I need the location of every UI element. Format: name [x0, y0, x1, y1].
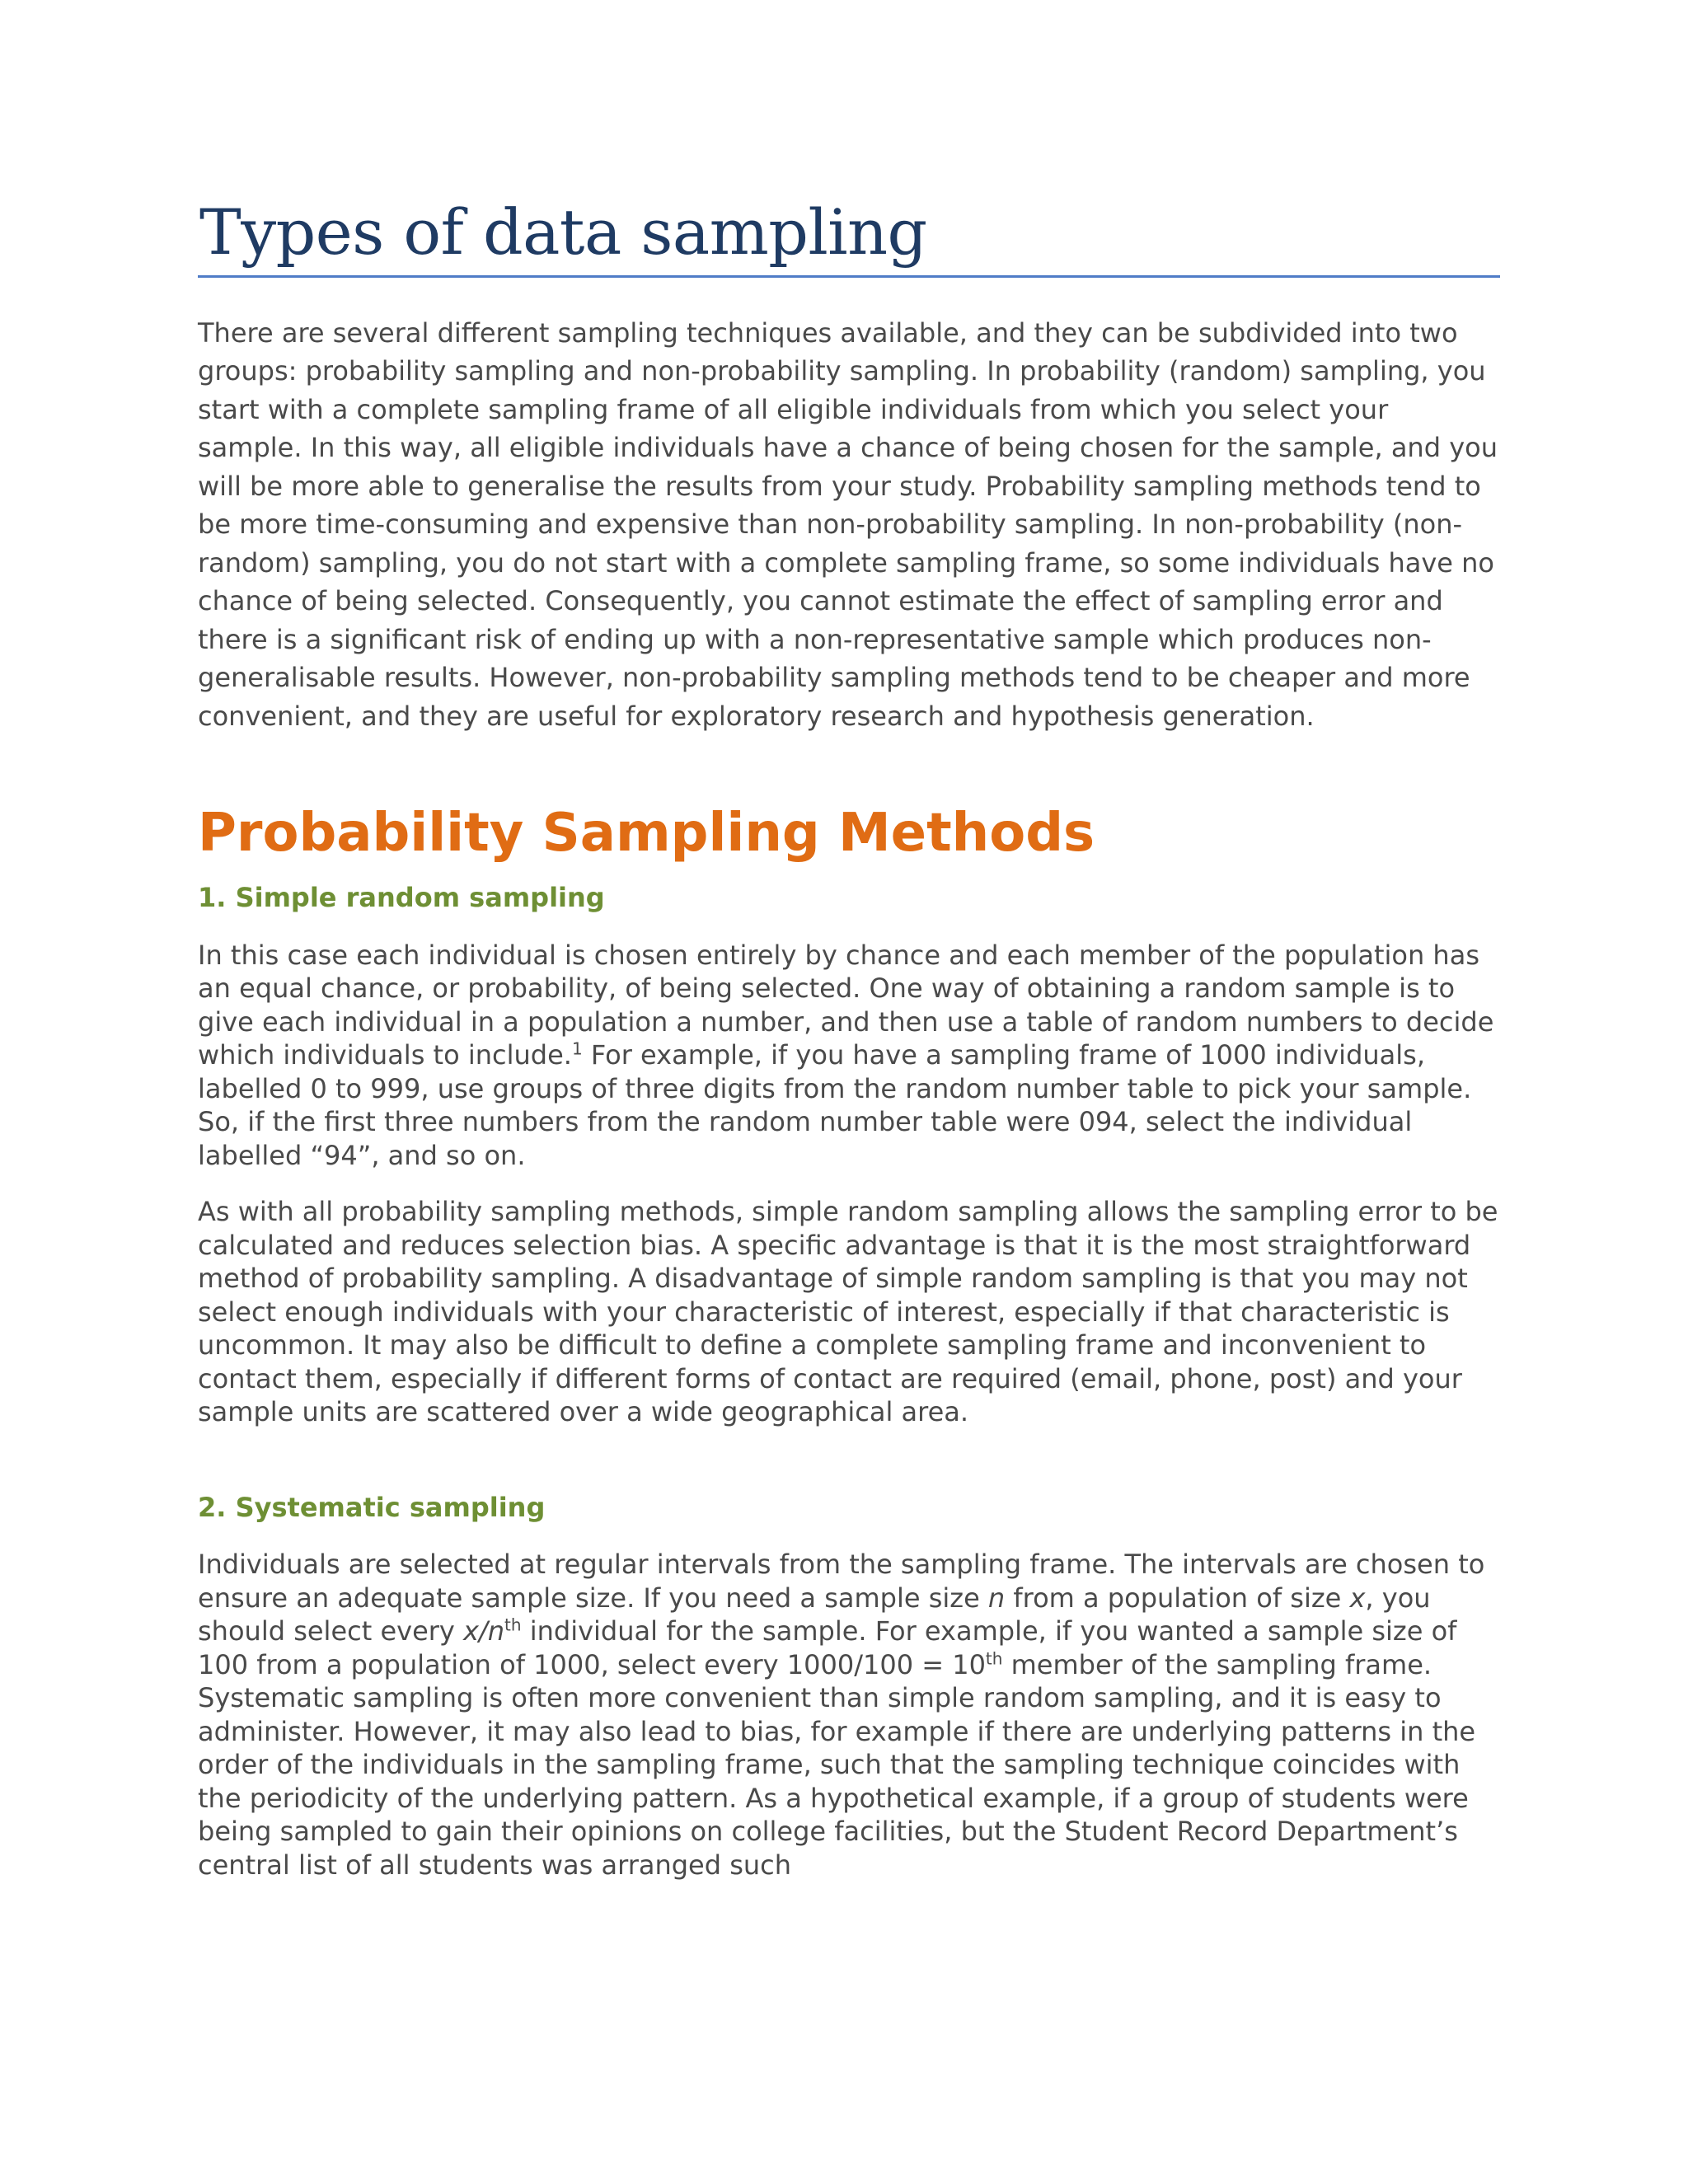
subheading-simple-random: 1. Simple random sampling	[198, 882, 605, 914]
subheading-systematic: 2. Systematic sampling	[198, 1491, 546, 1523]
ordinal-suffix-1: th	[504, 1615, 522, 1635]
simple-random-paragraph-2: As with all probability sampling methods, simple random sampling allows the sampling error to be calculated and reduces selection bias. A specific advantage is that it is the most straightforward method of probability sampling. A disadvantage of simple random sampling is that you may not select enough individuals with your characteristic of interest, especially if that characteristic is uncommon. It may also be difficult to define a complete sampling frame and inconvenient to contact them, especially if different forms of contact are required (email, phone, post) and your sample units are scattered over a wide geographical area.	[198, 1196, 1498, 1428]
systematic-text-e: member of the sampling frame.	[1002, 1648, 1432, 1680]
intro-paragraph: There are several different sampling techniques available, and they can be subdivided into two groups: probability sampling and non-probability sampling. In probability (random) sampling, you start with a complete sampling frame of all eligible individuals from which you select your sample. In this way, all eligible individuals have a chance of being chosen for the sample, and you will be more able to generalise the results from your study. Probability sampling methods tend to be more time-consuming and expensive than non-probability sampling. In non-probability (non-random) sampling, you do not start with a complete sampling frame, so some individuals have no chance of being selected. Consequently, you cannot estimate the effect of sampling error and there is a significant risk of ending up with a non-representative sample which produces non-generalisable results. However, non-probability sampling methods tend to be cheaper and more convenient, and they are useful for exploratory research and hypothesis generation.	[198, 316, 1498, 732]
systematic-text-d: individual for the sample. For example, if you wanted a sample size of 100 from a population of 1000, select every 1000/100 = 10	[198, 1615, 1457, 1680]
simple-random-paragraph-1	[198, 939, 1500, 1173]
systematic-text-a: Individuals are selected at regular intervals from the sampling frame. The intervals are chosen to ensure an adequate sample size. If you need a sample size	[198, 1549, 1485, 1614]
footnote-reference: 1	[571, 1038, 583, 1059]
systematic-text-c: , you should select every	[198, 1582, 1431, 1647]
document-page	[198, 195, 1500, 1882]
section-heading: Probability Sampling Methods	[198, 803, 1095, 865]
document-title: Types of data sampling	[199, 195, 927, 269]
simple-random-text-b: For example, if you have a sampling frame of 1000 individuals, labelled 0 to 999, use groups of three digits from the random number table to pick your sample. So, if the first three numbers from the random number table were 094, select the individual labelled “94”, and so on.	[198, 1039, 1472, 1171]
systematic-paragraph-1	[198, 1548, 1500, 1882]
simple-random-text-a: In this case each individual is chosen entirely by chance and each member of the population has an equal chance, or probability, of being selected. One way of obtaining a random sample is to give each individual in a population a number, and then use a table of random numbers to decide which individuals to include.	[198, 939, 1494, 1071]
variable-x-over-n: x/n	[463, 1615, 505, 1647]
systematic-text-b: from a population of size	[1005, 1582, 1350, 1614]
systematic-paragraph-2: Systematic sampling is often more convenient than simple random sampling, and it is easy to administer. However, it may also lead to bias, for example if there are underlying patterns in the order of the individuals in the sampling frame, such that the sampling technique coincides with the periodicity of the underlying pattern. As a hypothetical example, if a group of students were being sampled to gain their opinions on college facilities, but the Student Record Department’s central list of all students was arranged such	[198, 1682, 1476, 1881]
variable-n: n	[987, 1582, 1006, 1614]
title-underline	[198, 275, 1500, 278]
variable-x: x	[1349, 1582, 1366, 1614]
ordinal-suffix-2: th	[985, 1648, 1003, 1669]
